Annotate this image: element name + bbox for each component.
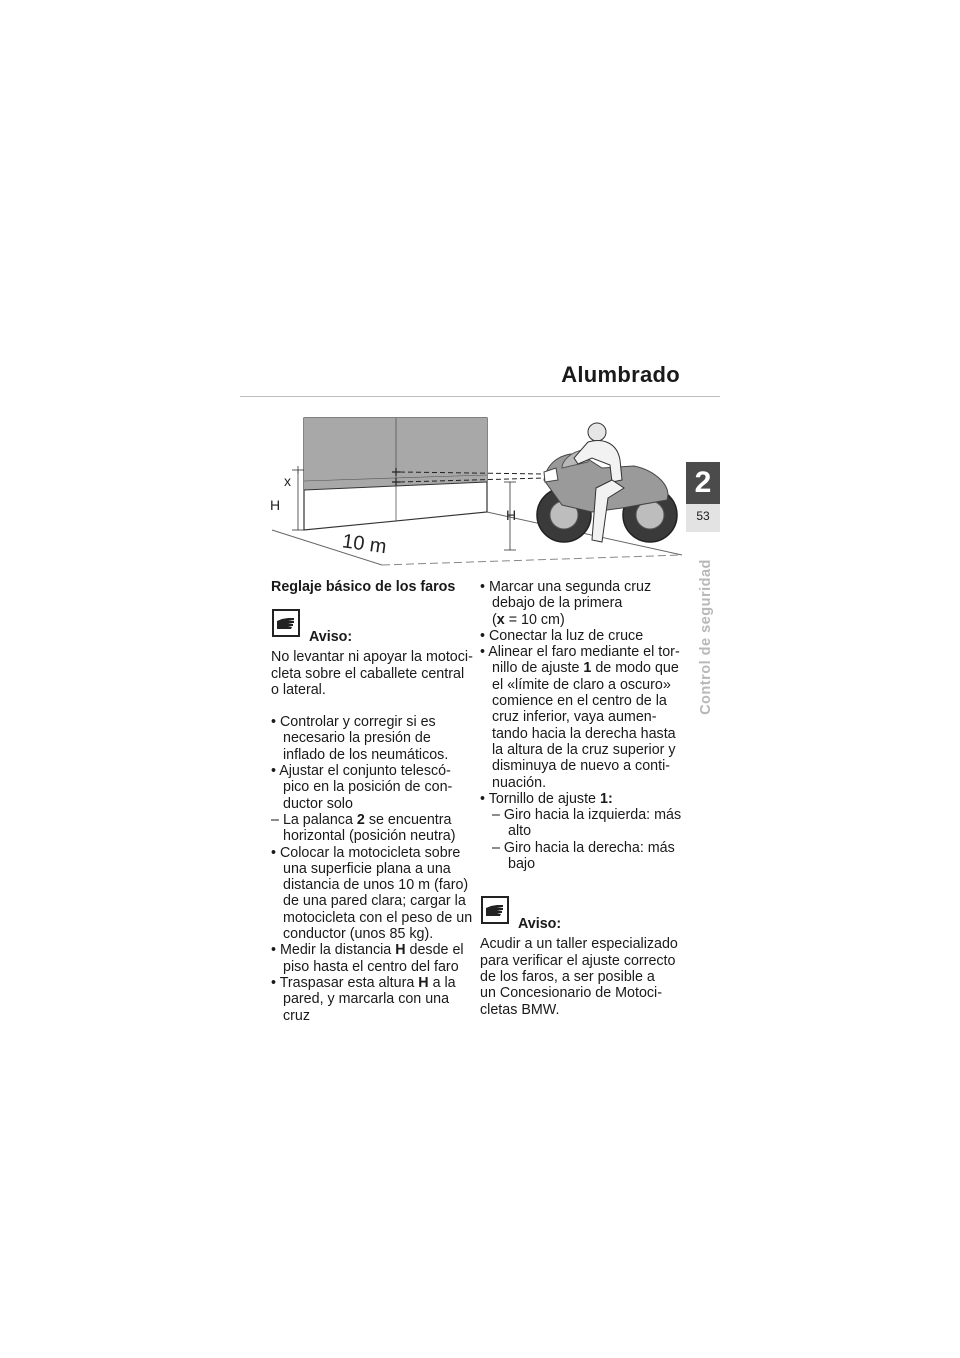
step-fork: • Ajustar el conjunto telescó- [271, 763, 451, 780]
section-title: Control de seguridad [698, 559, 714, 715]
substep-left-cont: alto [508, 823, 532, 840]
step-align-cont: nillo de ajuste 1 de modo que [492, 660, 679, 677]
step-position: • Colocar la motocicleta sobre [271, 844, 461, 861]
notice-2-line: un Concesionario de Motoci- [480, 985, 662, 1002]
step-transfer-cont: pared, y marcarla con una cruz [283, 991, 450, 1024]
step-lever: – La palanca 2 se encuentra [271, 811, 452, 828]
notice-2-line: Acudir a un taller especializado [480, 936, 678, 953]
notice-hand-icon [481, 896, 509, 924]
notice-1-line: cleta sobre el caballete central [271, 665, 465, 682]
step-align-cont: cruz inferior, vaya aumen- [492, 709, 657, 726]
h-label-bike: H [506, 507, 517, 523]
notice-2-label: Aviso: [518, 916, 562, 933]
notice-2 [480, 896, 685, 936]
step-tyres-cont: necesario la presión de [283, 730, 431, 747]
step-measure: • Medir la distancia H desde el [271, 942, 464, 959]
rider-leg [592, 480, 624, 542]
left-column [271, 579, 476, 1024]
step-tyres: • Controlar y corregir si es [271, 714, 436, 731]
substep-left: – Giro hacia la izquierda: más [492, 807, 682, 824]
substep-right: – Giro hacia la derecha: más [492, 839, 675, 856]
step-second-cross-cont: debajo de la primera [492, 595, 623, 612]
notice-2-line: de los faros, a ser posible a [480, 968, 655, 985]
step-tyres-cont: inflado de los neumáticos. [283, 746, 449, 763]
page-title: Alumbrado [561, 362, 680, 387]
notice-1-line: No levantar ni apoyar la motoci- [271, 649, 473, 666]
title-rule [240, 396, 720, 397]
step-low-beam: • Conectar la luz de cruce [480, 627, 644, 644]
distance-label: 10 m [340, 530, 388, 559]
notice-hand-icon [272, 609, 300, 637]
step-measure-cont: piso hasta el centro del faro [283, 958, 459, 975]
h-label-wall: H [270, 497, 281, 513]
x-label: x [284, 473, 291, 489]
step-second-cross: • Marcar una segunda cruz [480, 579, 652, 595]
step-align-cont: la altura de la cruz superior y [492, 741, 676, 758]
notice-2-line: cletas BMW. [480, 1001, 560, 1018]
step-second-cross-cont: (x = 10 cm) [492, 611, 565, 628]
distance-dash-line [382, 555, 682, 565]
right-column [480, 579, 685, 1018]
helmet [588, 423, 606, 441]
step-align-cont: tando hacia la derecha hasta [492, 725, 676, 742]
step-lever-cont: horizontal (posición neutra) [283, 828, 456, 845]
step-screw: • Tornillo de ajuste 1: [480, 790, 613, 807]
step-position-cont: distancia de unos 10 m (faro) [283, 877, 469, 894]
substep-right-cont: bajo [508, 856, 536, 873]
step-align-cont: el «límite de claro a oscuro» [492, 676, 671, 693]
step-position-cont: una superficie plana a una [283, 860, 451, 877]
step-fork-cont: pico en la posición de con- [283, 779, 453, 796]
headlight-adjustment-illustration [262, 410, 712, 580]
headlight [544, 468, 558, 482]
step-align-cont: comience en el centro de la [492, 693, 667, 710]
step-align: • Alinear el faro mediante el tor- [480, 644, 680, 661]
notice-2-line: para verificar el ajuste correcto [480, 952, 676, 969]
step-position-cont: conductor (unos 85 kg). [283, 926, 434, 943]
chapter-number: 2 [694, 466, 712, 499]
notice-1 [271, 609, 476, 649]
step-fork-cont: ductor solo [283, 795, 353, 812]
notice-1-line: o lateral. [271, 681, 326, 698]
step-position-cont: motocicleta con el peso de un [283, 909, 473, 926]
notice-1-label: Aviso: [309, 629, 353, 646]
step-align-cont: nuación. [492, 774, 547, 791]
step-position-cont: de una pared clara; cargar la [283, 893, 466, 910]
step-transfer: • Traspasar esta altura H a la [271, 974, 456, 991]
motorcycle-with-rider [537, 423, 677, 542]
section-heading: Reglaje básico de los faros [271, 579, 456, 595]
page-number: 53 [696, 509, 710, 523]
step-align-cont: disminuya de nuevo a conti- [492, 758, 671, 775]
